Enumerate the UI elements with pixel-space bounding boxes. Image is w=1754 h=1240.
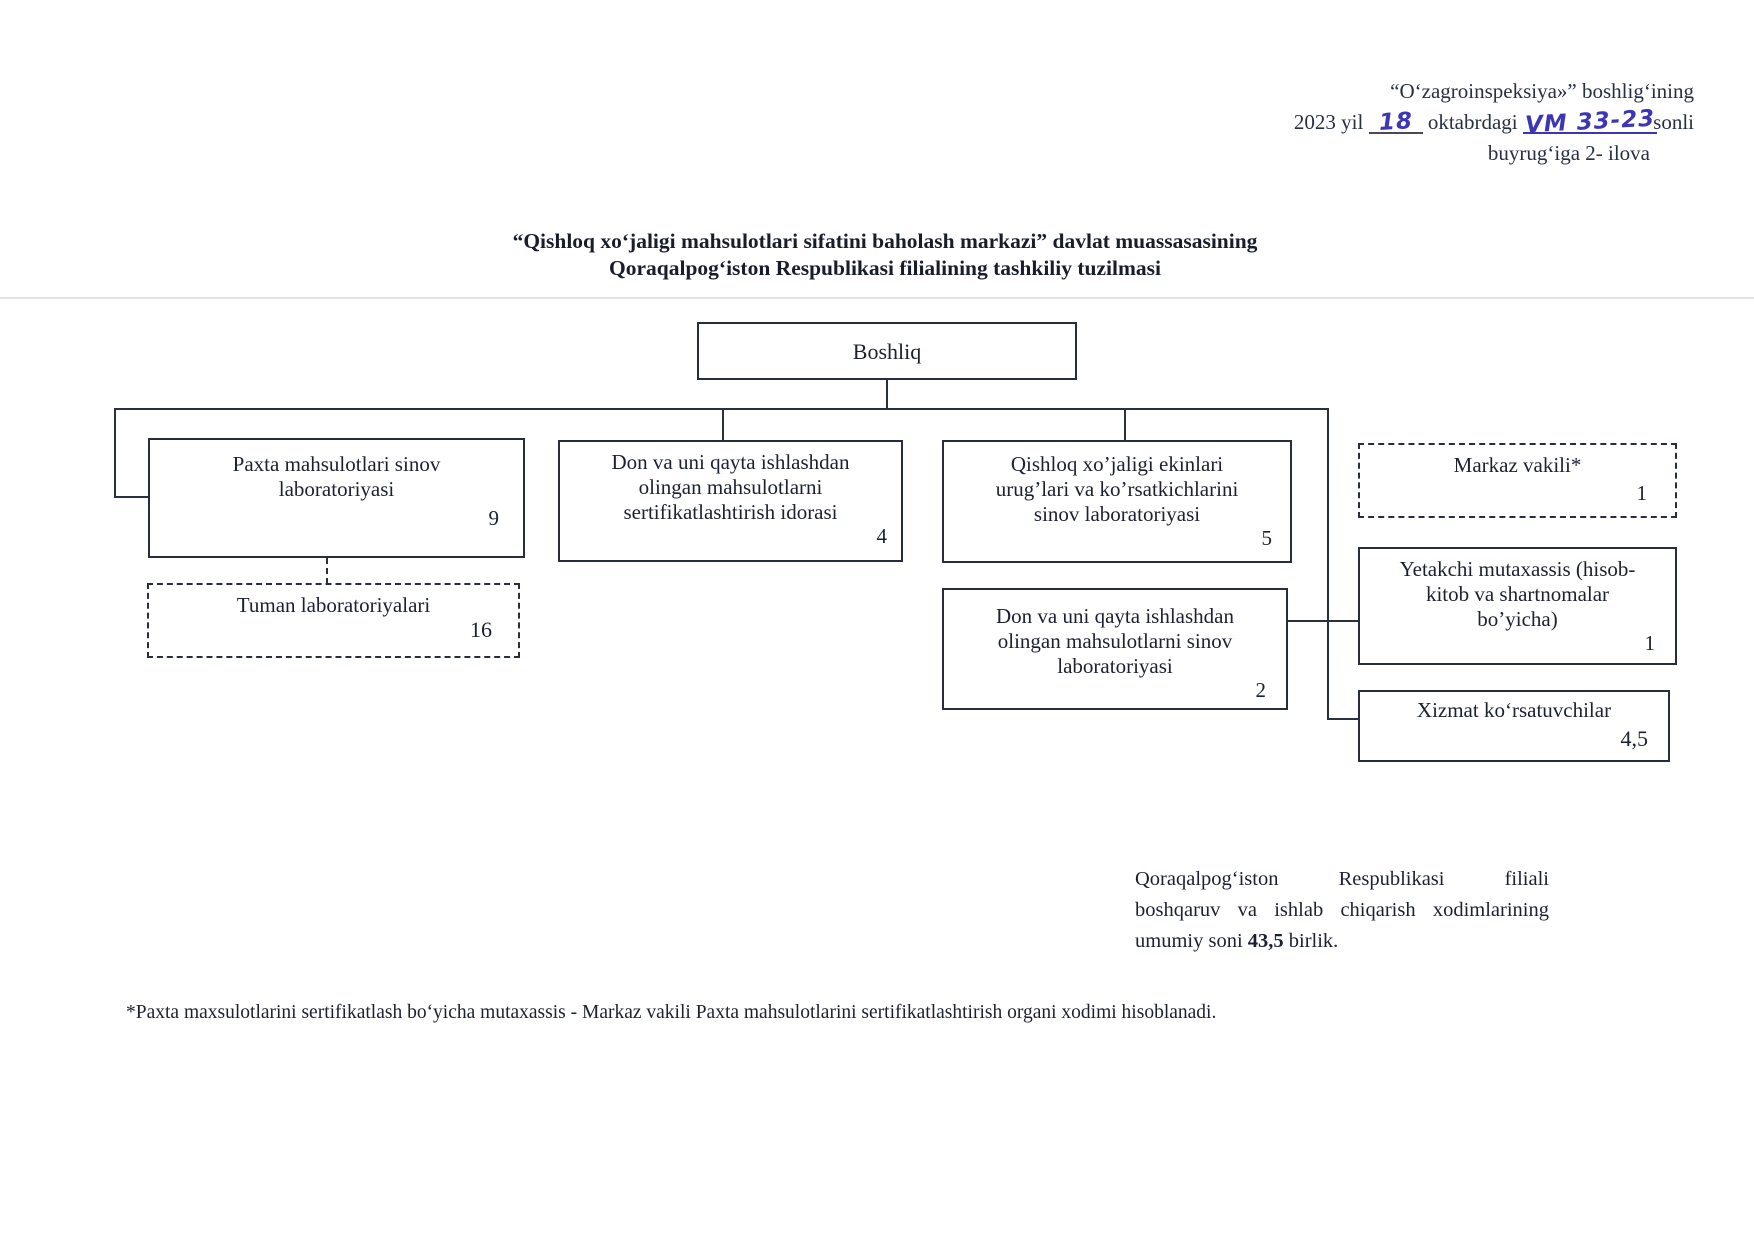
org-box-yetakchi-mutaxassis xyxy=(1358,547,1677,665)
order-reference-note xyxy=(1074,76,1694,169)
org-box-xizmat-korsatuvchilar xyxy=(1358,690,1670,762)
handwritten-order-number: VM 33-23 xyxy=(1524,105,1656,139)
org-box-markaz-vakili xyxy=(1358,443,1677,518)
staff-count: 16 xyxy=(470,617,492,642)
total-staff-suffix: birlik. xyxy=(1283,930,1339,952)
org-box-label: kitob va shartnomalar xyxy=(1425,582,1610,606)
org-box-label: Xizmat ko‘rsatuvchilar xyxy=(1416,698,1612,722)
org-box-label: sinov laboratoriyasi xyxy=(1033,502,1201,526)
org-box-don-sinov-lab xyxy=(942,588,1288,710)
staff-count: 4 xyxy=(876,524,887,548)
handwritten-day: 18 xyxy=(1377,108,1414,136)
staff-count: 5 xyxy=(1261,526,1272,550)
org-box-tuman-labs xyxy=(147,583,520,658)
staff-count: 4,5 xyxy=(1620,726,1648,751)
connector-left-stub xyxy=(114,496,150,498)
connector-right-stub xyxy=(1327,718,1360,720)
handwritten-day-underline xyxy=(1369,108,1423,136)
order-reference-line2 xyxy=(1074,107,1694,138)
footnote: *Paxta maxsulotlarini sertifikatlash bo‘yicha mutaxassis - Markaz vakili Paxta mahsulotlarini sertifikatlashtirish organi xodimi hisoblanadi. xyxy=(126,1002,1217,1023)
order-reference-line1: “O‘zagroinspeksiya»” boshlig‘ining xyxy=(1390,79,1694,103)
org-box-label: Boshliq xyxy=(852,338,922,364)
page-separator-line xyxy=(0,297,1754,299)
org-box-don-sertifikat-idorasi xyxy=(558,440,903,562)
org-box-label: Tuman laboratoriyalari xyxy=(236,593,431,617)
document-title-line1: “Qishloq xo‘jaligi mahsulotlari sifatini baholash markazi” davlat muassasasining xyxy=(512,229,1258,253)
staff-count: 2 xyxy=(1255,678,1266,702)
org-box-label: sertifikatlashtirish idorasi xyxy=(623,500,838,524)
order-year-text: 2023 yil xyxy=(1293,110,1364,134)
connector-drop-qishloq xyxy=(1124,408,1126,442)
order-month-text: oktabrdagi xyxy=(1427,110,1518,134)
org-box-label: Yetakchi mutaxassis (hisob- xyxy=(1399,557,1636,581)
total-staff-count: 43,5 xyxy=(1247,930,1284,952)
org-box-label: bo’yicha) xyxy=(1477,607,1558,631)
org-box-label: Markaz vakili* xyxy=(1453,453,1582,477)
staff-count: 1 xyxy=(1644,631,1655,655)
document-title xyxy=(0,228,1754,282)
handwritten-number-underline xyxy=(1523,105,1657,139)
order-number-suffix: sonli xyxy=(1653,110,1694,134)
connector-don-sinov-to-yetakchi xyxy=(1288,620,1360,622)
org-box-label: laboratoriyasi xyxy=(278,477,395,501)
org-box-urug-sinov-lab xyxy=(942,440,1292,563)
org-box-label: Don va uni qayta ishlashdan xyxy=(996,604,1234,628)
org-box-label: laboratoriyasi xyxy=(1057,654,1173,678)
org-box-label: olingan mahsulotlarni sinov xyxy=(997,629,1233,653)
org-box-paxta-lab xyxy=(148,438,525,558)
staff-count: 1 xyxy=(1636,481,1647,505)
connector-right-drop xyxy=(1327,408,1329,720)
connector-drop-idorasi xyxy=(722,408,724,442)
org-box-label: Qishloq xo’jaligi ekinlari xyxy=(1010,452,1224,476)
total-staff-prefix: umumiy soni xyxy=(1135,930,1248,952)
document-title-line2: Qoraqalpog‘iston Respublikasi filialining tashkiliy tuzilmasi xyxy=(609,256,1161,280)
org-box-label: olingan mahsulotlarni xyxy=(638,475,823,499)
order-reference-line3: buyrug‘iga 2- ilova xyxy=(1487,141,1650,165)
org-box-boshliq xyxy=(697,322,1077,380)
org-box-label: Paxta mahsulotlari sinov xyxy=(232,452,441,476)
connector-root-drop xyxy=(886,380,888,410)
total-staff-note xyxy=(1135,864,1549,957)
org-box-label: urug’lari va ko’rsatkichlarini xyxy=(995,477,1239,501)
connector-dashed-paxta-to-tuman xyxy=(326,558,328,584)
total-staff-note-line1: Qoraqalpog‘iston Respublikasi filiali xyxy=(1135,868,1549,890)
staff-count: 9 xyxy=(488,506,499,530)
total-staff-note-line3 xyxy=(1135,926,1549,957)
org-box-label: Don va uni qayta ishlashdan xyxy=(611,450,850,474)
connector-left-drop xyxy=(114,408,116,498)
total-staff-note-line2: boshqaruv va ishlab chiqarish xodimlarining xyxy=(1135,899,1549,921)
